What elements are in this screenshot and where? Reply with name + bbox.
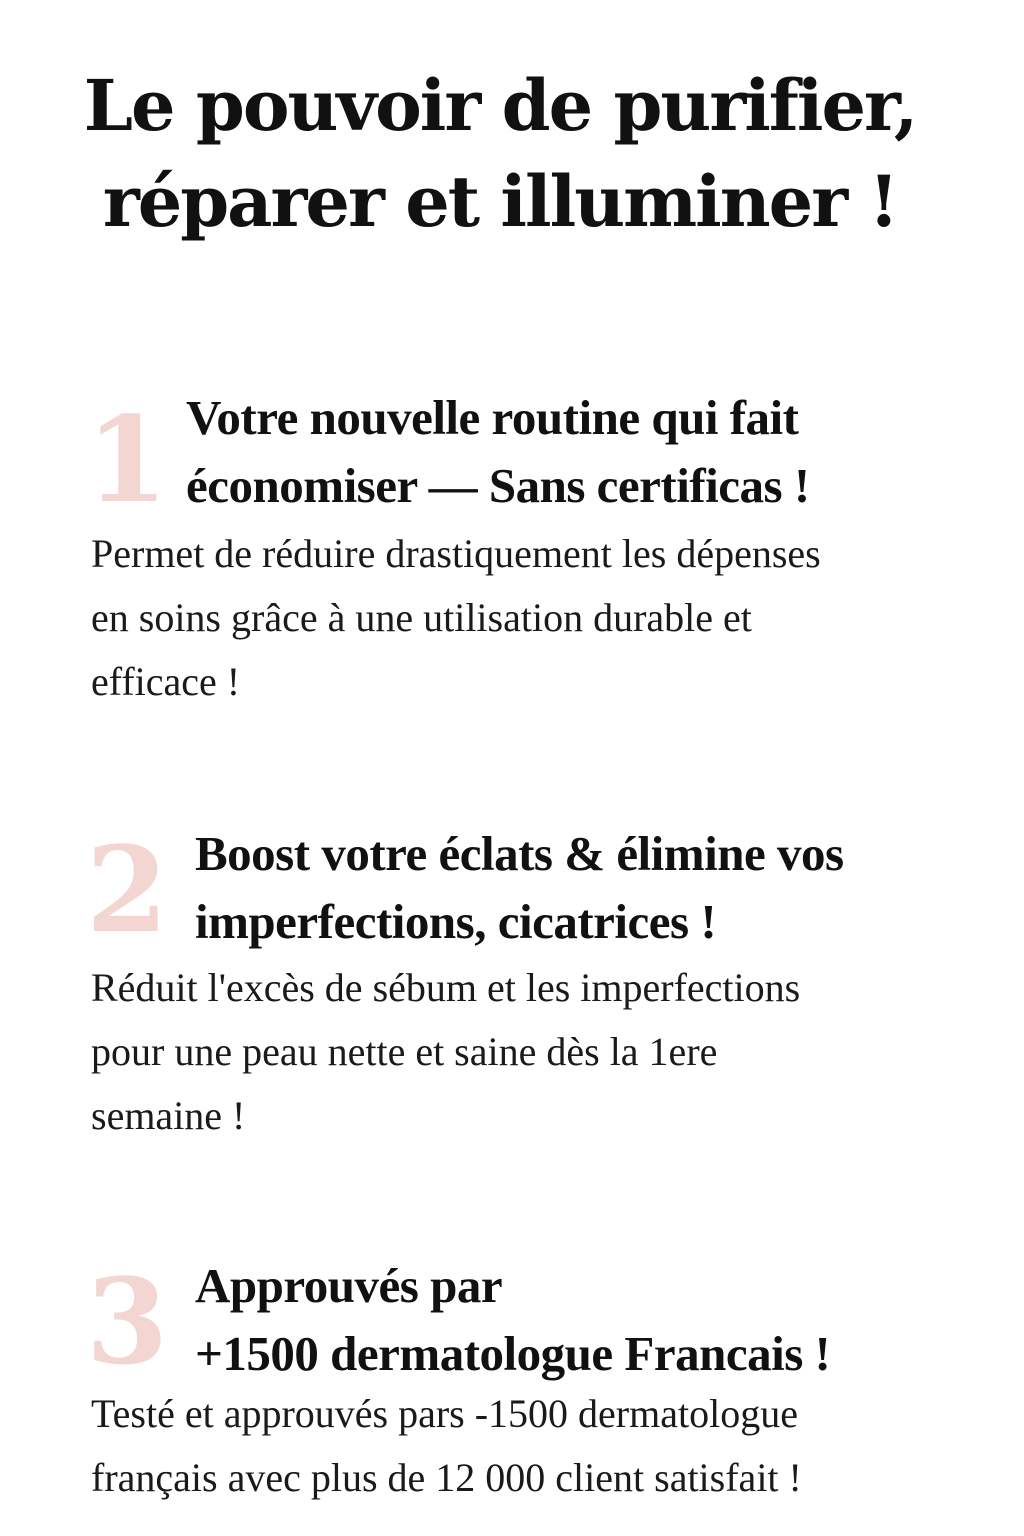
feature-number: 2 [86, 820, 169, 959]
feature-description-line: français avec plus de 12 000 client satisfait ! [91, 1455, 802, 1500]
feature-title-line: Votre nouvelle routine qui fait [186, 390, 799, 445]
feature-description-line: Permet de réduire drastiquement les dépenses [91, 531, 821, 576]
page-title-line-2: réparer et illuminer ! [102, 160, 898, 243]
feature-title-line: imperfections, cicatrices ! [195, 894, 717, 949]
feature-title-line: +1500 dermatologue Francais ! [195, 1326, 831, 1381]
feature-description-line: Réduit l'excès de sébum et les imperfections [91, 965, 801, 1010]
feature-description [91, 956, 991, 1148]
feature-number: 1 [86, 390, 169, 529]
feature-description-line: en soins grâce à une utilisation durable et [91, 595, 752, 640]
feature-title-line: économiser — Sans certificas ! [186, 458, 810, 513]
feature-title-line: Approuvés par [195, 1258, 503, 1313]
feature-title [195, 1252, 830, 1388]
feature-description [91, 1382, 991, 1510]
feature-title [186, 384, 810, 520]
feature-number: 3 [86, 1252, 169, 1391]
feature-description [91, 522, 991, 714]
feature-description-line: semaine ! [91, 1093, 246, 1138]
feature-title [195, 820, 844, 956]
page-title-line-1: Le pouvoir de purifier, [83, 64, 917, 147]
feature-title-line: Boost votre éclats & élimine vos [195, 826, 844, 881]
feature-description-line: pour une peau nette et saine dès la 1ere [91, 1029, 718, 1074]
feature-description-line: Testé et approuvés pars -1500 dermatologue [91, 1391, 798, 1436]
page-title [0, 58, 1000, 250]
feature-description-line: efficace ! [91, 659, 241, 704]
